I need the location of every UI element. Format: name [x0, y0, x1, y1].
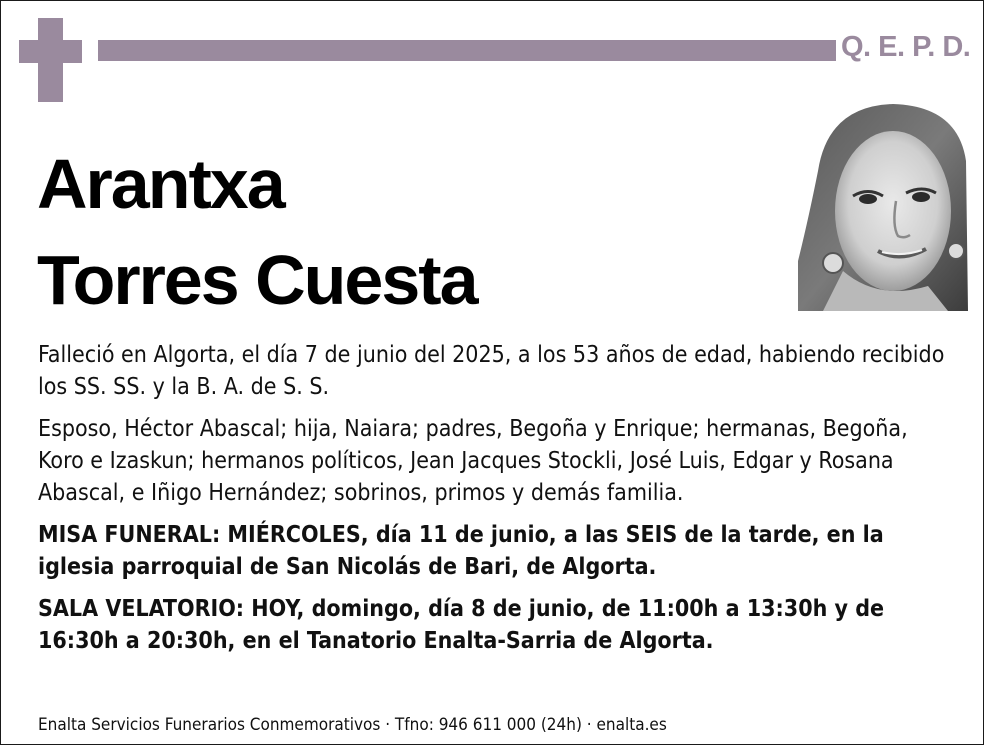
qepd-label: Q. E. P. D.	[841, 31, 971, 63]
surnames: Torres Cuesta	[37, 241, 477, 319]
footer-contact: Enalta Servicios Funerarios Conmemorativos · Tfno: 946 611 000 (24h) · enalta.es	[38, 715, 667, 735]
cross-icon-bar	[19, 40, 82, 63]
portrait-photo	[798, 101, 968, 311]
family-paragraph: Esposo, Héctor Abascal; hija, Naiara; padres, Begoña y Enrique; hermanas, Begoña, Koro e Izaskun; hermanos políticos, Jean Jacques Stockli, José Luis, Edgar y Rosana Abascal, e Iñigo Hernández; sobrinos, primos y demás familia.	[38, 416, 908, 506]
notice-body	[38, 339, 958, 667]
header-rule	[98, 40, 836, 61]
funeral-paragraph: MISA FUNERAL: MIÉRCOLES, día 11 de junio, a las SEIS de la tarde, en la iglesia parroquial de San Nicolás de Bari, de Algorta.	[38, 522, 884, 580]
wake-paragraph: SALA VELATORIO: HOY, domingo, día 8 de junio, de 11:00h a 13:30h y de 16:30h a 20:30h, en el Tanatorio Enalta-Sarria de Algorta.	[38, 596, 885, 654]
deceased-name	[37, 136, 477, 328]
death-paragraph: Falleció en Algorta, el día 7 de junio del 2025, a los 53 años de edad, habiendo recibido los SS. SS. y la B. A. de S. S.	[38, 342, 945, 400]
portrait-photo-icon	[798, 101, 968, 311]
first-name: Arantxa	[37, 145, 284, 223]
